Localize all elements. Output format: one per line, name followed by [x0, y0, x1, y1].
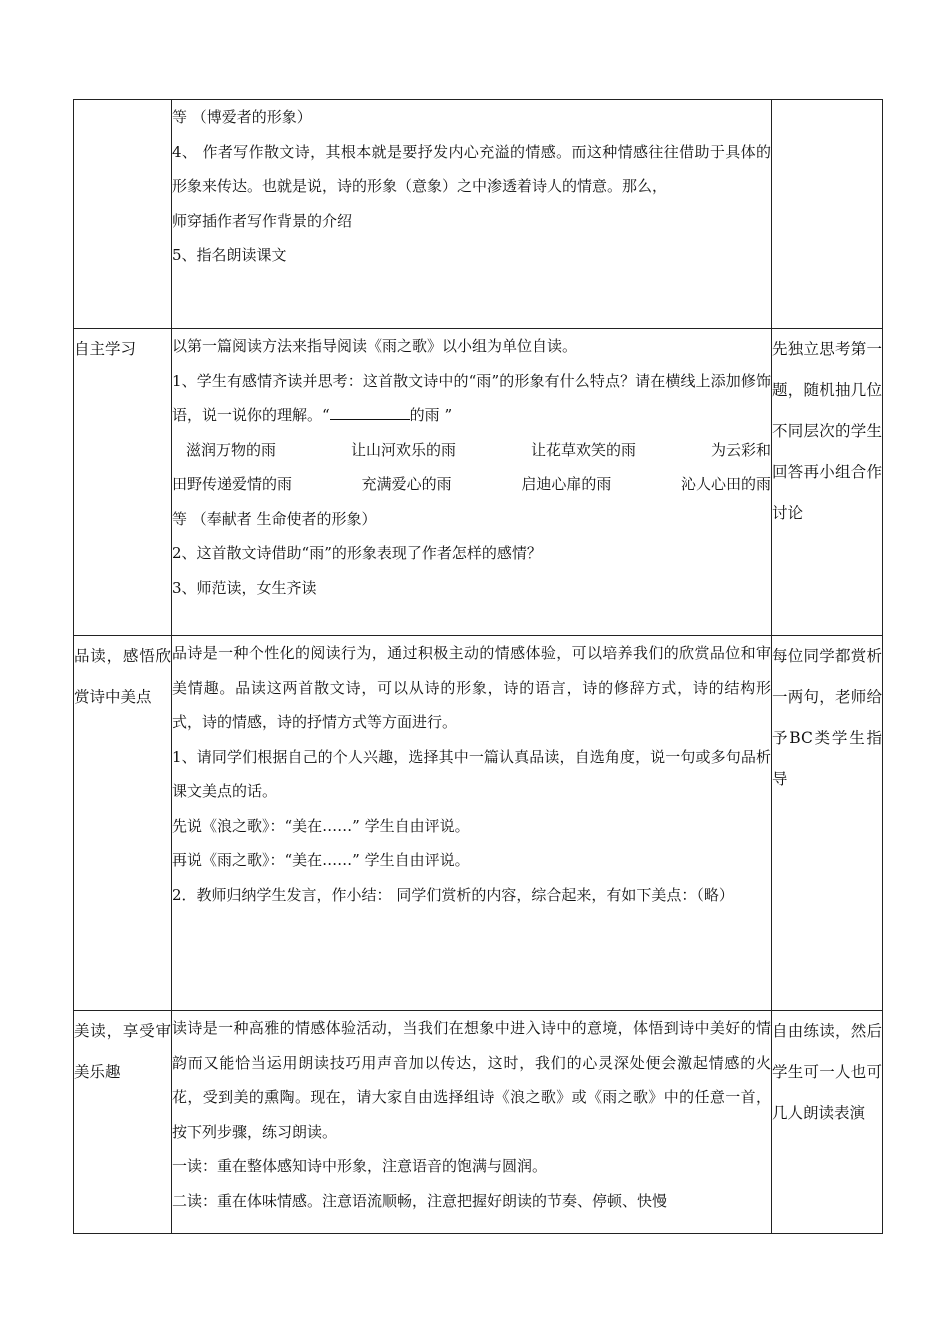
text-line: 4、 作者写作散文诗，其根本就是要抒发内心充溢的情感。而这种情感往往借助于具体的形象来传达。也就是说，诗的形象（意象）之中渗透着诗人的情意。那么， [172, 142, 771, 195]
row-note: 每位同学都赏析一两句，老师给予BC类学生指导 [772, 636, 883, 1011]
row-note [772, 100, 883, 329]
table-row [74, 1011, 883, 1234]
phrase: 启迪心扉的雨 [521, 475, 612, 493]
text-line: 以第一篇阅读方法来指导阅读《雨之歌》以小组为单位自读。 [172, 337, 578, 355]
row-label: 品读，感悟欣赏诗中美点 [74, 636, 172, 1011]
text-line: 再说《雨之歌》：“美在……” 学生自由评说。 [172, 851, 470, 869]
text-paragraph: 品诗是一种个性化的阅读行为，通过积极主动的情感体验，可以培养我们的欣赏品位和审美情趣。品读这两首散文诗，可以从诗的形象，诗的语言，诗的修辞方式，诗的结构形式，诗的情感，诗的抒情方式等方面进行。 [172, 644, 771, 731]
question-text-end: 的雨 ” [409, 406, 453, 424]
text-paragraph: 读诗是一种高雅的情感体验活动，当我们在想象中进入诗中的意境，体悟到诗中美好的情韵而又能恰当运用朗读技巧用声音加以传达，这时，我们的心灵深处便会激起情感的火花，受到美的熏陶。现在，请大家自由选择组诗《浪之歌》或《雨之歌》中的任意一首，按下列步骤，练习朗读。 [172, 1019, 771, 1141]
text-line: 等 （奉献者 生命使者的形象） [172, 509, 377, 528]
text-line: 5、指名朗读课文 [172, 246, 287, 264]
phrase: 田野传递爱情的雨 [172, 475, 293, 493]
phrase: 为云彩和 [710, 440, 771, 459]
table-row [74, 636, 883, 1011]
table-row [74, 100, 883, 329]
text-line: 二读：重在体味情感。注意语流顺畅，注意把握好朗读的节奏、停顿、快慢 [172, 1191, 668, 1210]
table-row [74, 329, 883, 636]
question-text: 1、学生有感情齐读并思考：这首散文诗中的“雨”的形象有什么特点？请在横线上添加修饰语，说一说你的理解。“ [172, 371, 771, 424]
lesson-plan-table [73, 99, 883, 1234]
question-2: 2、这首散文诗借助“雨”的形象表现了作者怎样的感情？ [172, 544, 542, 562]
phrase: 滋润万物的雨 [186, 440, 277, 459]
fill-blank [330, 405, 410, 420]
row-label [74, 100, 172, 329]
text-paragraph: 2．教师归纳学生发言，作小结： 同学们赏析的内容，综合起来，有如下美点：（略） [172, 885, 734, 904]
question-1 [172, 364, 771, 433]
phrase-row [172, 433, 771, 468]
row-content [172, 329, 772, 636]
text-line: 等 （博爱者的形象） [172, 108, 312, 126]
row-note: 自由练读，然后学生可一人也可几人朗读表演 [772, 1011, 883, 1234]
text-line: 师穿插作者写作背景的介绍 [172, 211, 353, 230]
text-line: 先说《浪之歌》：“美在……” 学生自由评说。 [172, 816, 470, 835]
phrase: 充满爱心的雨 [361, 475, 452, 493]
phrase: 让山河欢乐的雨 [350, 440, 456, 459]
row-label: 自主学习 [74, 329, 172, 636]
row-note: 先独立思考第一题，随机抽几位不同层次的学生回答再小组合作讨论 [772, 329, 883, 636]
phrase: 沁人心田的雨 [680, 475, 771, 493]
phrase: 让花草欢笑的雨 [530, 440, 636, 459]
row-content [172, 1011, 772, 1234]
row-content [172, 636, 772, 1011]
question-3: 3、师范读，女生齐读 [172, 578, 317, 597]
phrase-row [172, 467, 771, 502]
row-content [172, 100, 772, 329]
row-label: 美读，享受审美乐趣 [74, 1011, 172, 1234]
text-paragraph: 1、请同学们根据自己的个人兴趣，选择其中一篇认真品读，自选角度，说一句或多句品析课文美点的话。 [172, 747, 771, 800]
text-line: 一读：重在整体感知诗中形象，注意语音的饱满与圆润。 [172, 1157, 548, 1175]
